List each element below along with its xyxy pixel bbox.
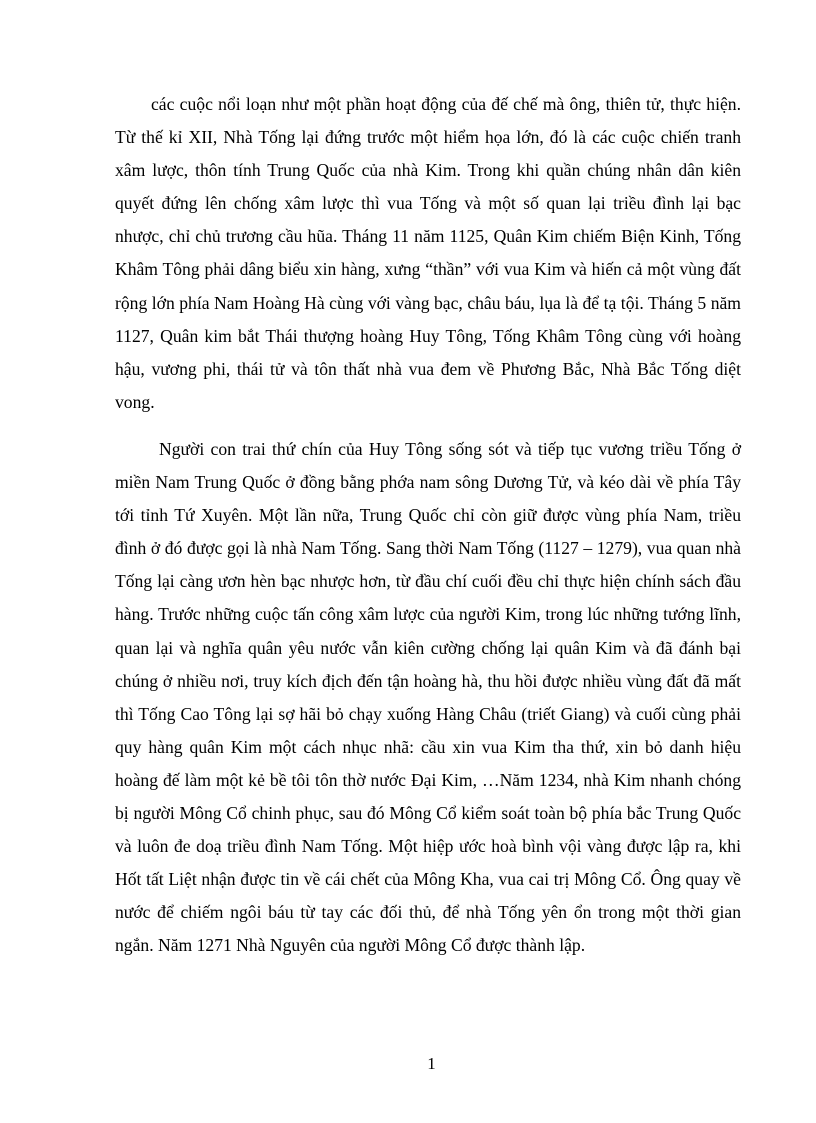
paragraph-1: các cuộc nổi loạn như một phần hoạt động của đế chế mà ông, thiên tử, thực hiện. Từ thế kỉ XII, Nhà Tống lại đứng trước một hiểm họa lớn, đó là các cuộc chiến tranh xâm lược, thôn tính Trung Quốc của nhà Kim. Trong khi quần chúng nhân dân kiên quyết đứng lên chống xâm lược thì vua Tống và một số quan lại triều đình lại bạc nhược, chỉ chủ trương cầu hũa. Tháng 11 năm 1125, Quân Kim chiếm Biện Kinh, Tống Khâm Tông phải dâng biểu xin hàng, xưng “thần” với vua Kim và hiến cả một vùng đất rộng lớn phía Nam Hoàng Hà cùng với vàng bạc, châu báu, lụa là để tạ tội. Tháng 5 năm 1127, Quân kim bắt Thái thượng hoàng Huy Tông, Tống Khâm Tông cùng với hoàng hậu, vương phi, thái tử và tôn thất nhà vua đem về Phương Bắc, Nhà Bắc Tống diệt vong. xyxy=(115,94,741,412)
paragraph-2: Người con trai thứ chín của Huy Tông sống sót và tiếp tục vương triều Tống ở miền Nam Trung Quốc ở đồng bằng phớa nam sông Dương Tử, và kéo dài về phía Tây tới tỉnh Tứ Xuyên. Một lần nữa, Trung Quốc chỉ còn giữ được vùng phía Nam, triều đình ở đó được gọi là nhà Nam Tống. Sang thời Nam Tống (1127 – 1279), vua quan nhà Tống lại càng ươn hèn bạc nhược hơn, từ đầu chí cuối đều chỉ thực hiện chính sách đầu hàng. Trước những cuộc tấn công xâm lược của người Kim, trong lúc những tướng lĩnh, quan lại và nghĩa quân yêu nước vẫn kiên cường chống lại quân Kim và đã đánh bại chúng ở nhiều nơi, truy kích địch đến tận hoàng hà, thu hồi được nhiều vùng đất đã mất thì Tống Cao Tông lại sợ hãi bỏ chạy xuống Hàng Châu (triết Giang) và cuối cùng phải quy hàng quân Kim một cách nhục nhã: cầu xin vua Kim tha thứ, xin bỏ danh hiệu hoàng đế làm một kẻ bề tôi tôn thờ nước Đại Kim, …Năm 1234, nhà Kim nhanh chóng bị người Mông Cổ chinh phục, sau đó Mông Cổ kiểm soát toàn bộ phía bắc Trung Quốc và luôn đe doạ triều đình Nam Tống. Một hiệp ước hoà bình vội vàng được lập ra, khi Hốt tất Liệt nhận được tin về cái chết của Mông Kha, vua cai trị Mông Cổ. Ông quay về nước để chiếm ngôi báu từ tay các đối thủ, để nhà Tống yên ổn trong một thời gian ngắn. Năm 1271 Nhà Nguyên của người Mông Cổ được thành lập. xyxy=(115,438,741,956)
page-number: 1 xyxy=(427,1054,436,1073)
document-page xyxy=(115,88,741,962)
